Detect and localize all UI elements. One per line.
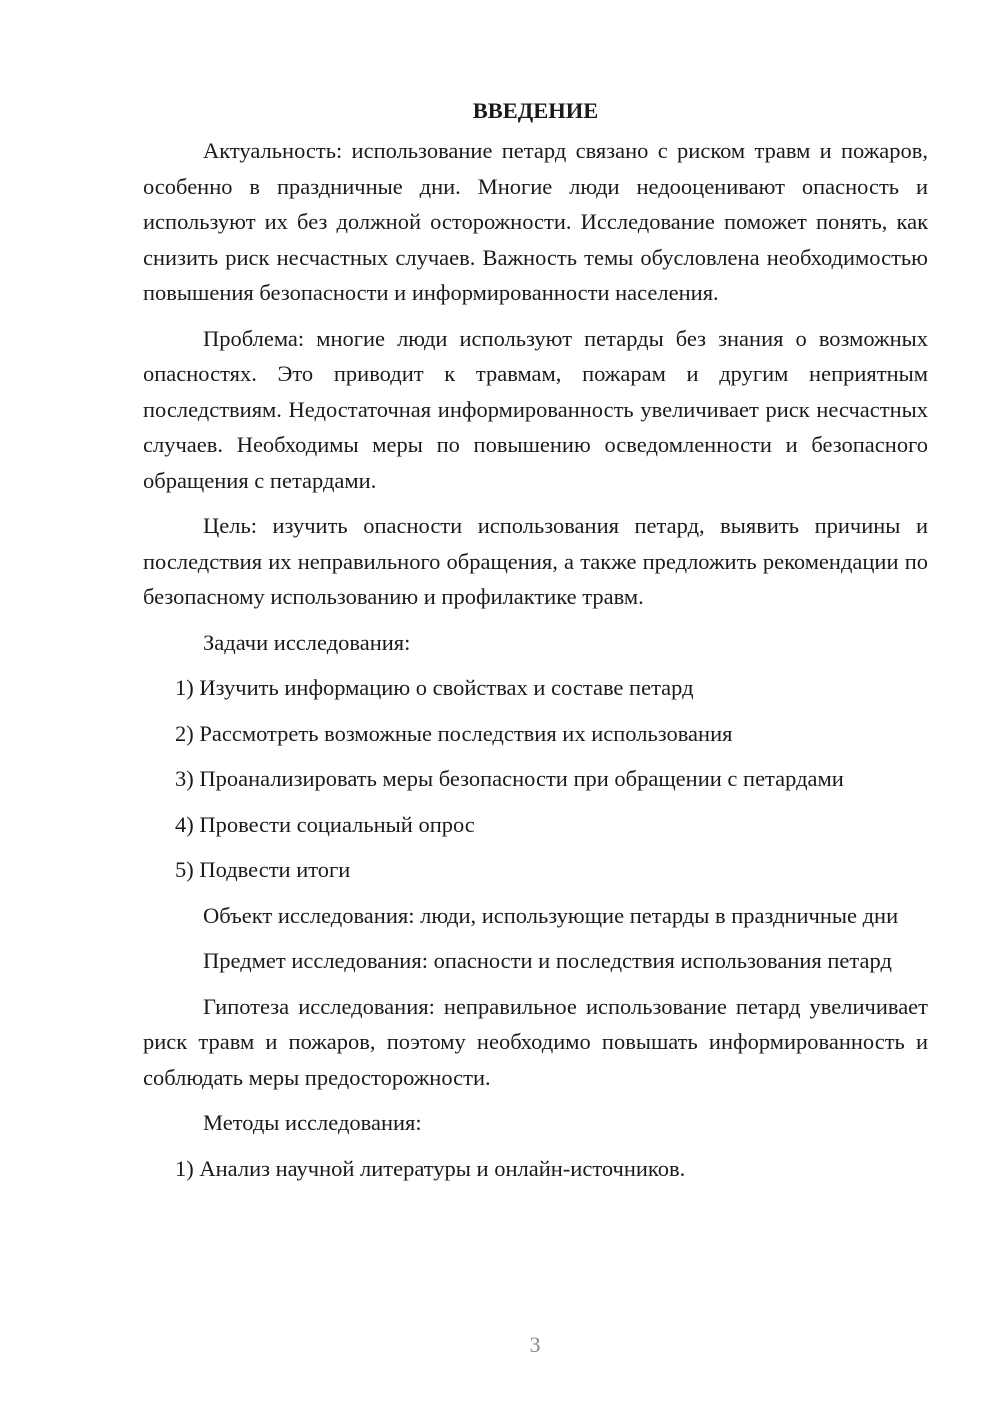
- list-item: 5) Подвести итоги: [175, 857, 351, 882]
- list-item: 1) Анализ научной литературы и онлайн-источников.: [175, 1155, 686, 1181]
- list-item: 2) Рассмотреть возможные последствия их использования: [175, 720, 733, 746]
- tasks-list: [143, 670, 928, 888]
- subject-paragraph: Предмет исследования: опасности и последствия использования петард: [203, 948, 892, 973]
- list-item: 1) Изучить информацию о свойствах и составе петард: [175, 675, 694, 700]
- page-number: 3: [529, 1332, 541, 1357]
- problem-paragraph: Проблема: многие люди используют петарды без знания о возможных опасностях. Это приводит к травмам, пожарам и другим неприятным последствиям. Недостаточная информированность увеличивает риск несчастных случаев. Необходимы меры по повышению осведомленности и безопасного обращения с петардами.: [143, 325, 928, 493]
- list-item: 3) Проанализировать меры безопасности при обращении с петардами: [175, 766, 844, 791]
- hypothesis-paragraph: Гипотеза исследования: неправильное использование петард увеличивает риск травм и пожаров, поэтому необходимо повышать информированность и соблюдать меры предосторожности.: [143, 993, 928, 1090]
- methods-label: Методы исследования:: [203, 1110, 422, 1135]
- methods-list: [143, 1151, 928, 1187]
- list-item: 4) Провести социальный опрос: [175, 811, 475, 837]
- goal-paragraph: Цель: изучить опасности использования петард, выявить причины и последствия их неправильного обращения, а также предложить рекомендации по безопасному использованию и профилактике травм.: [143, 513, 928, 609]
- tasks-label: Задачи исследования:: [203, 629, 411, 655]
- object-paragraph: Объект исследования: люди, использующие петарды в праздничные дни: [203, 902, 899, 928]
- relevance-paragraph: Актуальность: использование петард связано с риском травм и пожаров, особенно в праздничные дни. Многие люди недооценивают опасность и используют их без должной осторожности. Исследование поможет понять, как снизить риск несчастных случаев. Важность темы обусловлена необходимостью повышения безопасности и информированности населения.: [143, 138, 928, 305]
- section-title: ВВЕДЕНИЕ: [472, 98, 599, 123]
- document-page: [143, 95, 928, 1196]
